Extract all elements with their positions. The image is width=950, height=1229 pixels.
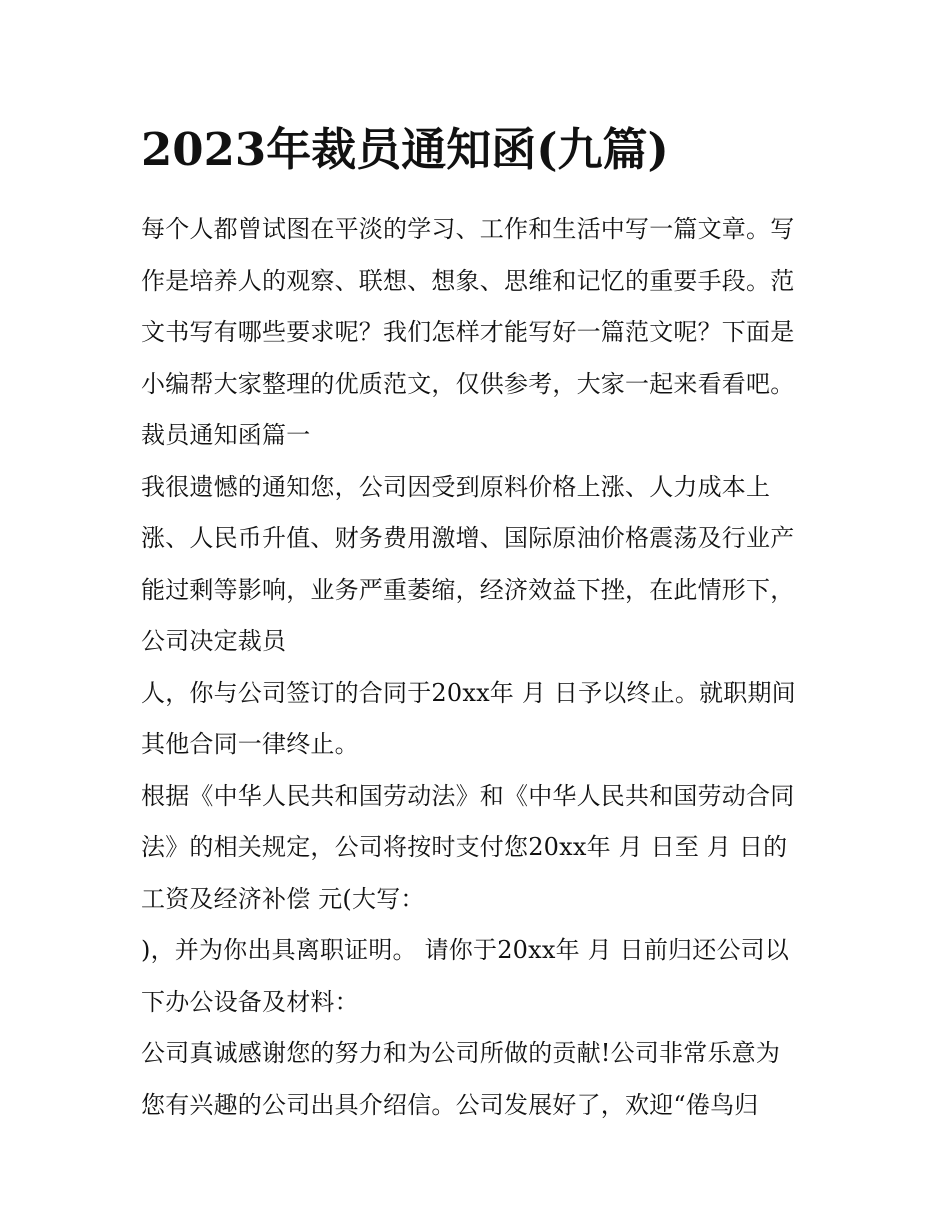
text-line: 公司决定裁员	[141, 627, 287, 655]
text-line: 作是培养人的观察、联想、想象、思维和记忆的重要手段。范	[141, 266, 795, 295]
text-line: 公司真诚感谢您的努力和为公司所做的贡献!公司非常乐意为	[141, 1039, 781, 1067]
text-line: 涨、人民币升值、财务费用激增、国际原油价格震荡及行业产	[141, 524, 795, 552]
text-line: 法》的相关规定，公司将按时支付您20xx年 月 日至 月 日的	[141, 833, 788, 861]
text-line: 小编帮大家整理的优质范文，仅供参考，大家一起来看看吧。	[141, 369, 795, 398]
text-line: 能过剩等影响，业务严重萎缩，经济效益下挫，在此情形下，	[141, 575, 795, 604]
document-title: 2023年裁员通知函(九篇)	[141, 123, 669, 176]
text-line: 文书写有哪些要求呢？我们怎样才能写好一篇范文呢？下面是	[141, 318, 795, 346]
document-body	[141, 118, 821, 1131]
text-line: 每个人都曾试图在平淡的学习、工作和生活中写一篇文章。写	[141, 215, 795, 243]
section-heading: 裁员通知函篇一	[141, 421, 311, 449]
text-line: 人，你与公司签订的合同于20xx年 月 日予以终止。就职期间	[141, 678, 796, 707]
text-line: 工资及经济补偿 元(大写：	[141, 884, 425, 913]
text-line: 根据《中华人民共和国劳动法》和《中华人民共和国劳动合同	[141, 781, 795, 810]
text-line: 您有兴趣的公司出具介绍信。公司发展好了，欢迎“倦鸟归	[141, 1090, 759, 1119]
text-line: 下办公设备及材料：	[141, 987, 359, 1016]
text-line: 我很遗憾的通知您，公司因受到原料价格上涨、人力成本上	[141, 472, 771, 501]
text-line: 其他合同一律终止。	[141, 730, 359, 758]
text-line: )，并为你出具离职证明。 请你于20xx年 月 日前归还公司以	[141, 936, 790, 964]
